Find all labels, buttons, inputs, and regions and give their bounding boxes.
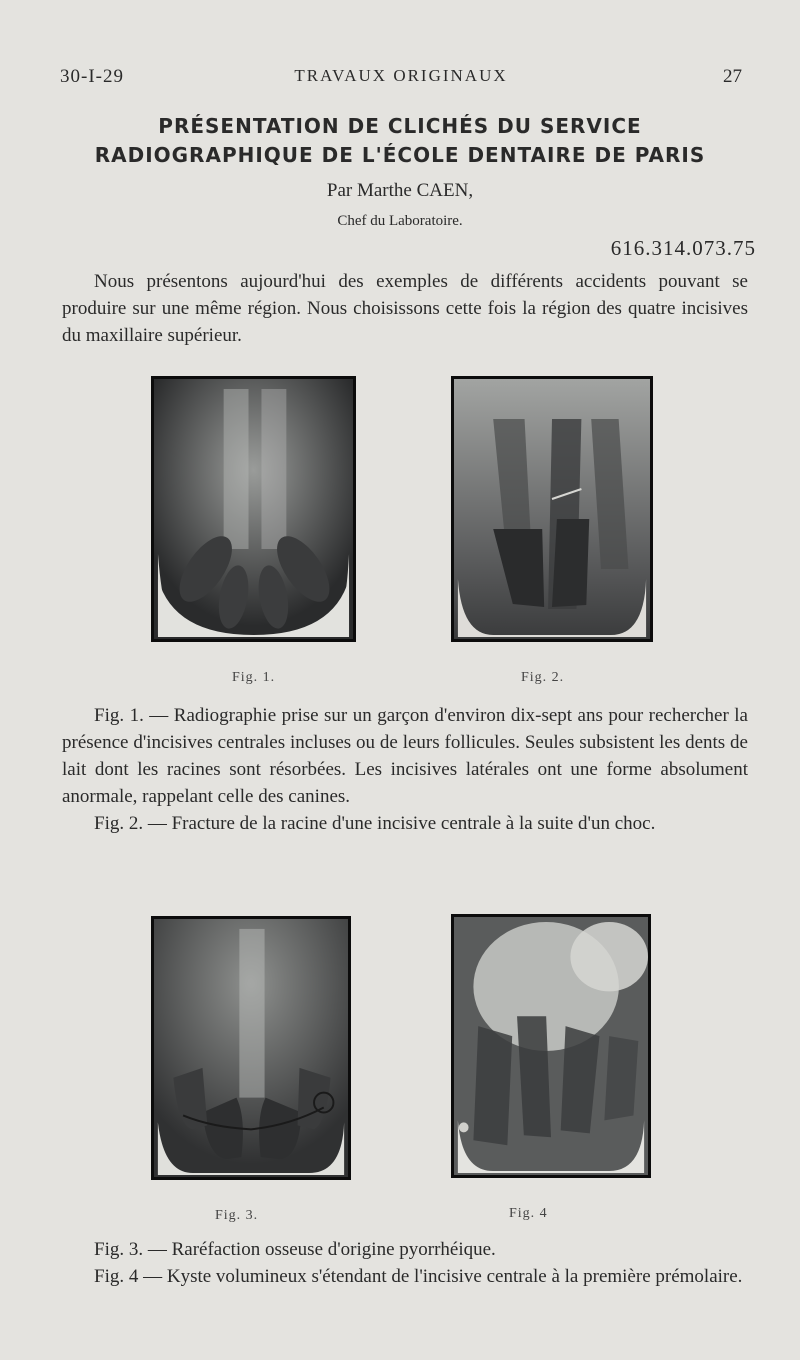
figure-1-image	[154, 379, 353, 639]
figure-2-label: Fig. 2.	[521, 670, 565, 685]
figure-3-label: Fig. 3.	[215, 1208, 259, 1223]
captions-figures-1-2	[62, 702, 748, 837]
figure-4-radiograph	[451, 914, 651, 1178]
article-title	[40, 112, 760, 170]
figure-1-label: Fig. 1.	[232, 670, 276, 685]
figure-3-radiograph	[151, 916, 351, 1180]
caption-figure-3: Fig. 3. — Raréfaction osseuse d'origine pyorrhéique.	[94, 1239, 496, 1260]
title-line-2: RADIOGRAPHIQUE DE L'ÉCOLE DENTAIRE DE PARIS	[94, 143, 706, 167]
figure-1-radiograph	[151, 376, 356, 642]
running-header	[60, 66, 742, 94]
figure-2-image	[454, 379, 650, 639]
figure-4-label: Fig. 4	[509, 1206, 548, 1221]
intro-text: Nous présentons aujourd'hui des exemples de différents accidents pouvant se produire sur une même région. Nous choisissons cette fois la région des quatre incisives du maxillaire supérieur.	[62, 271, 748, 346]
header-date: 30-I-29	[60, 66, 124, 87]
header-running-title: TRAVAUX ORIGINAUX	[294, 66, 508, 85]
caption-figure-1: Fig. 1. — Radiographie prise sur un garçon d'environ dix-sept ans pour rechercher la présence d'incisives centrales incluses ou de leurs follicules. Seules subsistent les dents de lait dont les racines sont résorbées. Les incisives latérales ont une forme absolument anormale, rappelant celle des canines.	[62, 705, 748, 807]
captions-figures-3-4	[62, 1236, 748, 1290]
figure-4-image	[454, 917, 648, 1175]
classification-number: 616.314.073.75	[610, 236, 756, 260]
caption-figure-2: Fig. 2. — Fracture de la racine d'une incisive centrale à la suite d'un choc.	[94, 813, 656, 834]
figure-3-image	[154, 919, 348, 1177]
header-page-number: 27	[723, 66, 742, 87]
title-line-1: PRÉSENTATION DE CLICHÉS DU SERVICE	[158, 114, 642, 138]
figure-2-radiograph	[451, 376, 653, 642]
author-byline: Par Marthe CAEN,	[326, 180, 474, 201]
caption-figure-4: Fig. 4 — Kyste volumineux s'étendant de l'incisive centrale à la première prémolaire.	[94, 1266, 743, 1287]
author-affiliation: Chef du Laboratoire.	[337, 213, 463, 229]
intro-paragraph	[62, 268, 748, 349]
